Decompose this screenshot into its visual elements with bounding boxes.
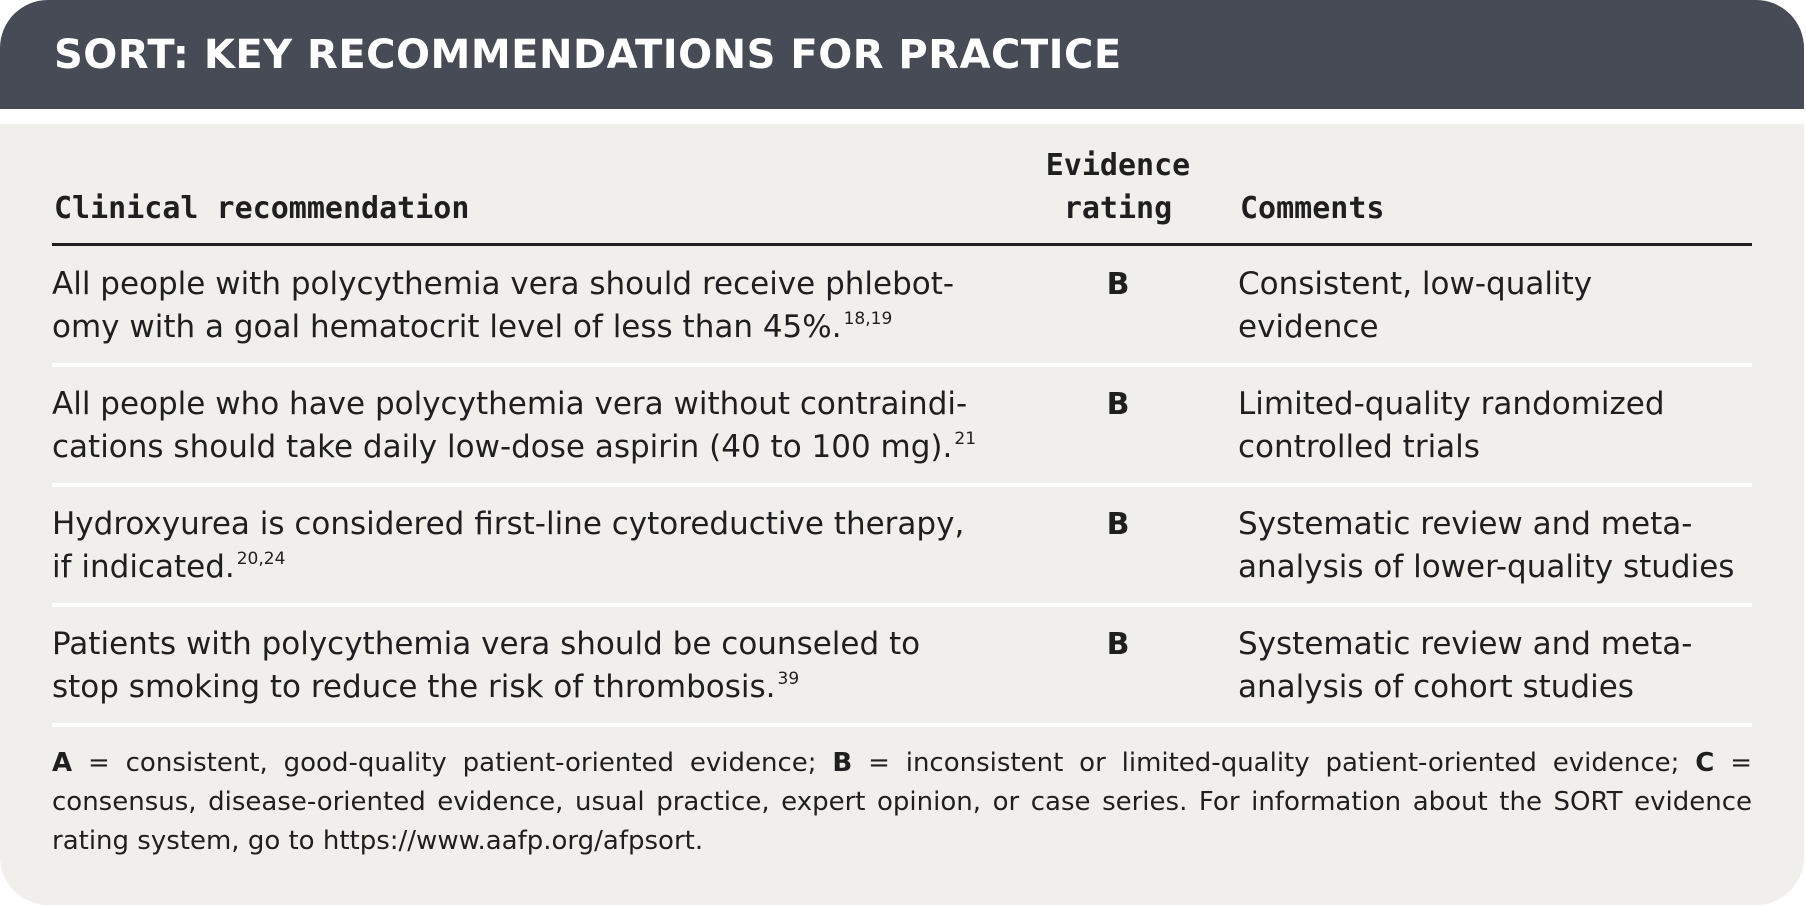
column-header-rating-line1: Evidence <box>1045 148 1191 183</box>
table-row-1-comment <box>1238 263 1758 349</box>
row-4-rec-line2: stop smoking to reduce the risk of thrombosis. <box>52 669 776 705</box>
row-divider-3 <box>52 603 1752 607</box>
row-4-comment-line1: Systematic review and meta- <box>1238 626 1693 662</box>
column-header-comments: Comments <box>1240 191 1385 226</box>
header-divider-stripe <box>0 109 1804 124</box>
table-row-2-rating: B <box>1106 387 1130 422</box>
row-1-references: 18,19 <box>843 309 893 329</box>
table-header-bar <box>0 0 1804 109</box>
table-row-2-recommendation <box>52 383 1012 469</box>
header-rule <box>52 243 1752 246</box>
footnote-key-c: C <box>1695 748 1715 778</box>
row-3-references: 20,24 <box>236 549 286 569</box>
row-1-rec-line1: All people with polycythemia vera should receive phlebot- <box>52 266 955 302</box>
table-row-1-rating: B <box>1106 267 1130 302</box>
row-divider-1 <box>52 363 1752 367</box>
table-row-1-recommendation <box>52 263 1012 349</box>
row-1-rec-line2-wrap <box>52 306 1012 349</box>
row-divider-4 <box>52 723 1752 727</box>
row-3-rec-line1: Hydroxyurea is considered first-line cytoreductive therapy, <box>52 506 965 542</box>
table-row-4-recommendation <box>52 623 1012 709</box>
row-4-references: 39 <box>777 669 800 689</box>
row-divider-2 <box>52 483 1752 487</box>
column-header-rating-line2: rating <box>1063 191 1173 226</box>
row-1-comment-line1: Consistent, low-quality <box>1238 266 1593 302</box>
row-2-references: 21 <box>954 429 977 449</box>
footnote-key-b: B <box>832 748 853 778</box>
row-2-rec-line2: cations should take daily low-dose aspirin (40 to 100 mg). <box>52 429 953 465</box>
table-row-3-comment <box>1238 503 1758 589</box>
row-1-rec-line2: omy with a goal hematocrit level of less than 45%. <box>52 309 842 345</box>
row-2-comment-line1: Limited-quality randomized <box>1238 386 1665 422</box>
table-row-4-comment <box>1238 623 1758 709</box>
row-1-comment-line2: evidence <box>1238 309 1379 345</box>
row-2-comment-line2: controlled trials <box>1238 429 1480 465</box>
footnote-text-b: = inconsistent or limited-quality patient-oriented evidence; <box>852 748 1696 778</box>
row-3-comment-line2: analysis of lower-quality studies <box>1238 549 1735 585</box>
footnote-text-c: = consensus, disease-oriented evidence, usual practice, expert opinion, or case series. For information about the SORT evidence rating system, go to https://www.aafp.org/afpsort. <box>52 748 1752 856</box>
footnote-text-a: = consistent, good-quality patient-oriented evidence; <box>72 748 833 778</box>
table-row-3-rating: B <box>1106 507 1130 542</box>
column-header-recommendation: Clinical recommendation <box>54 191 470 226</box>
row-3-comment-line1: Systematic review and meta- <box>1238 506 1693 542</box>
footnote-key-a: A <box>52 748 73 778</box>
row-3-rec-line2: if indicated. <box>52 549 235 585</box>
table-row-3-recommendation <box>52 503 1012 589</box>
row-2-rec-line2-wrap <box>52 426 1012 469</box>
row-4-rec-line2-wrap <box>52 666 1012 709</box>
row-3-rec-line2-wrap <box>52 546 1012 589</box>
row-2-rec-line1: All people who have polycythemia vera without contraindi- <box>52 386 968 422</box>
evidence-rating-footnote <box>52 744 1752 861</box>
table-row-4-rating: B <box>1106 627 1130 662</box>
table-title: SORT: KEY RECOMMENDATIONS FOR PRACTICE <box>54 32 1122 78</box>
row-4-comment-line2: analysis of cohort studies <box>1238 669 1634 705</box>
row-4-rec-line1: Patients with polycythemia vera should be counseled to <box>52 626 921 662</box>
table-row-2-comment <box>1238 383 1758 469</box>
